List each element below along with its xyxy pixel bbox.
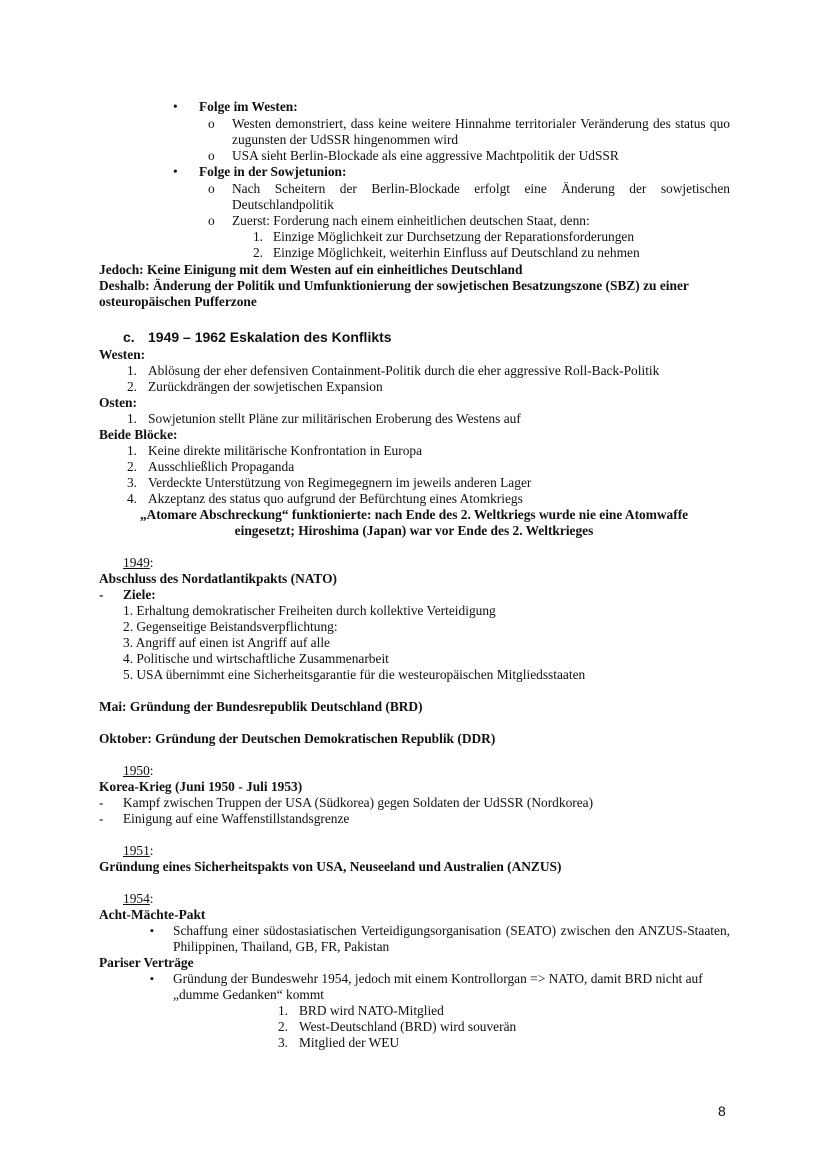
osten-item-1: Sowjetunion stellt Pläne zur militärischen Eroberung des Westens auf: [148, 411, 521, 426]
beide-item-2: Ausschließlich Propaganda: [148, 459, 295, 474]
circle-marker: o: [208, 148, 215, 163]
pariser-subitem-1: BRD wird NATO-Mitglied: [299, 1003, 444, 1018]
circle-marker: o: [208, 213, 215, 228]
mai-statement: Mai: Gründung der Bundesrepublik Deutschland (BRD): [99, 699, 423, 714]
list-number: 3.: [126, 475, 137, 490]
square-marker: ▪: [150, 925, 154, 937]
west-item-1: Westen demonstriert, dass keine weitere Hinnahme territorialer Veränderung des status quo zugunsten der UdSSR hingenommen wird: [232, 116, 730, 147]
bundeswehr-item: Gründung der Bundeswehr 1954, jedoch mit einem Kontrollorgan => NATO, damit BRD nicht auf „dumme Gedanken“ kommt: [173, 971, 703, 1002]
beide-item-1: Keine direkte militärische Konfrontation in Europa: [148, 443, 423, 458]
list-number: 2.: [126, 459, 137, 474]
abschreckung-line-2: eingesetzt; Hiroshima (Japan) war vor Ende des 2. Weltkrieges: [234, 523, 594, 538]
section-c-marker: c.: [123, 329, 135, 345]
abschreckung-line-1: „Atomare Abschreckung“ funktionierte: nach Ende des 2. Weltkriegs wurde nie eine Atomwaffe: [139, 507, 689, 522]
westen-item-1: Ablösung der eher defensiven Containment-Politik durch die eher aggressive Roll-Back-Politik: [148, 363, 660, 378]
list-number: 1.: [252, 229, 263, 244]
nato-ziel-5: 5. USA übernimmt eine Sicherheitsgarantie für die westeuropäischen Mitgliedsstaaten: [123, 667, 586, 682]
circle-marker: o: [208, 181, 215, 196]
list-number: 2.: [252, 245, 263, 260]
year-1949: 1949:: [123, 555, 154, 570]
soviet-reason-2: Einzige Möglichkeit, weiterhin Einfluss auf Deutschland zu nehmen: [273, 245, 640, 260]
heading-folge-sowjetunion: Folge in der Sowjetunion:: [199, 164, 347, 179]
nato-ziel-4: 4. Politische und wirtschaftliche Zusammenarbeit: [123, 651, 389, 666]
year-1950: 1950:: [123, 763, 154, 778]
list-number: 2.: [126, 379, 137, 394]
bullet-marker: •: [173, 164, 178, 179]
label-beide-bloecke: Beide Blöcke:: [99, 427, 178, 442]
circle-marker: o: [208, 116, 215, 131]
list-number: 1.: [277, 1003, 288, 1018]
oktober-statement: Oktober: Gründung der Deutschen Demokratischen Republik (DDR): [99, 731, 496, 746]
beide-item-3: Verdeckte Unterstützung von Regimegegnern im jeweils anderen Lager: [148, 475, 532, 490]
deshalb-statement: Deshalb: Änderung der Politik und Umfunktionierung der sowjetischen Besatzungszone (SBZ) zu einer osteuropäischen Pufferzone: [99, 278, 689, 309]
year-1951: 1951:: [123, 843, 154, 858]
list-number: 1.: [126, 411, 137, 426]
west-item-2: USA sieht Berlin-Blockade als eine aggressive Machtpolitik der UdSSR: [232, 148, 619, 163]
anzus-title: Gründung eines Sicherheitspakts von USA, Neuseeland und Australien (ANZUS): [99, 859, 562, 874]
section-c-title: 1949 – 1962 Eskalation des Konflikts: [148, 329, 392, 345]
seato-item: Schaffung einer südostasiatischen Verteidigungsorganisation (SEATO) zwischen den ANZUS-Staaten, Philippinen, Thailand, GB, FR, Pakistan: [173, 923, 730, 954]
ziele-label: Ziele:: [123, 587, 156, 602]
pariser-subitem-3: Mitglied der WEU: [299, 1035, 400, 1050]
korea-item-1: Kampf zwischen Truppen der USA (Südkorea) gegen Soldaten der UdSSR (Nordkorea): [123, 795, 594, 810]
jedoch-statement: Jedoch: Keine Einigung mit dem Westen auf ein einheitliches Deutschland: [99, 262, 523, 277]
bullet-marker: •: [173, 99, 178, 114]
label-osten: Osten:: [99, 395, 137, 410]
korea-item-2: Einigung auf eine Waffenstillstandsgrenze: [123, 811, 350, 826]
westen-item-2: Zurückdrängen der sowjetischen Expansion: [148, 379, 383, 394]
acht-maechte-title: Acht-Mächte-Pakt: [99, 907, 206, 922]
heading-folge-westen: Folge im Westen:: [199, 99, 298, 114]
list-number: 1.: [126, 443, 137, 458]
dash-marker: -: [99, 587, 104, 602]
dash-marker: -: [99, 811, 104, 826]
nato-ziel-3: 3. Angriff auf einen ist Angriff auf alle: [123, 635, 331, 650]
nato-ziel-2: 2. Gegenseitige Beistandsverpflichtung:: [123, 619, 338, 634]
list-number: 3.: [277, 1035, 288, 1050]
label-westen: Westen:: [99, 347, 146, 362]
year-1954: 1954:: [123, 891, 154, 906]
list-number: 4.: [126, 491, 137, 506]
soviet-item-2: Zuerst: Forderung nach einem einheitlichen deutschen Staat, denn:: [232, 213, 590, 228]
beide-item-4: Akzeptanz des status quo aufgrund der Befürchtung eines Atomkriegs: [148, 491, 523, 506]
square-marker: ▪: [150, 973, 154, 985]
dash-marker: -: [99, 795, 104, 810]
list-number: 2.: [277, 1019, 288, 1034]
soviet-reason-1: Einzige Möglichkeit zur Durchsetzung der Reparationsforderungen: [273, 229, 635, 244]
pariser-subitem-2: West-Deutschland (BRD) wird souverän: [299, 1019, 517, 1034]
soviet-item-1: Nach Scheitern der Berlin-Blockade erfolgt eine Änderung der sowjetischen Deutschlandpolitik: [232, 181, 730, 212]
korea-title: Korea-Krieg (Juni 1950 - Juli 1953): [99, 779, 303, 794]
page-number: 8: [718, 1103, 726, 1119]
nato-ziel-1: 1. Erhaltung demokratischer Freiheiten durch kollektive Verteidigung: [123, 603, 496, 618]
list-number: 1.: [126, 363, 137, 378]
pariser-title: Pariser Verträge: [99, 955, 194, 970]
nato-title: Abschluss des Nordatlantikpakts (NATO): [99, 571, 337, 586]
